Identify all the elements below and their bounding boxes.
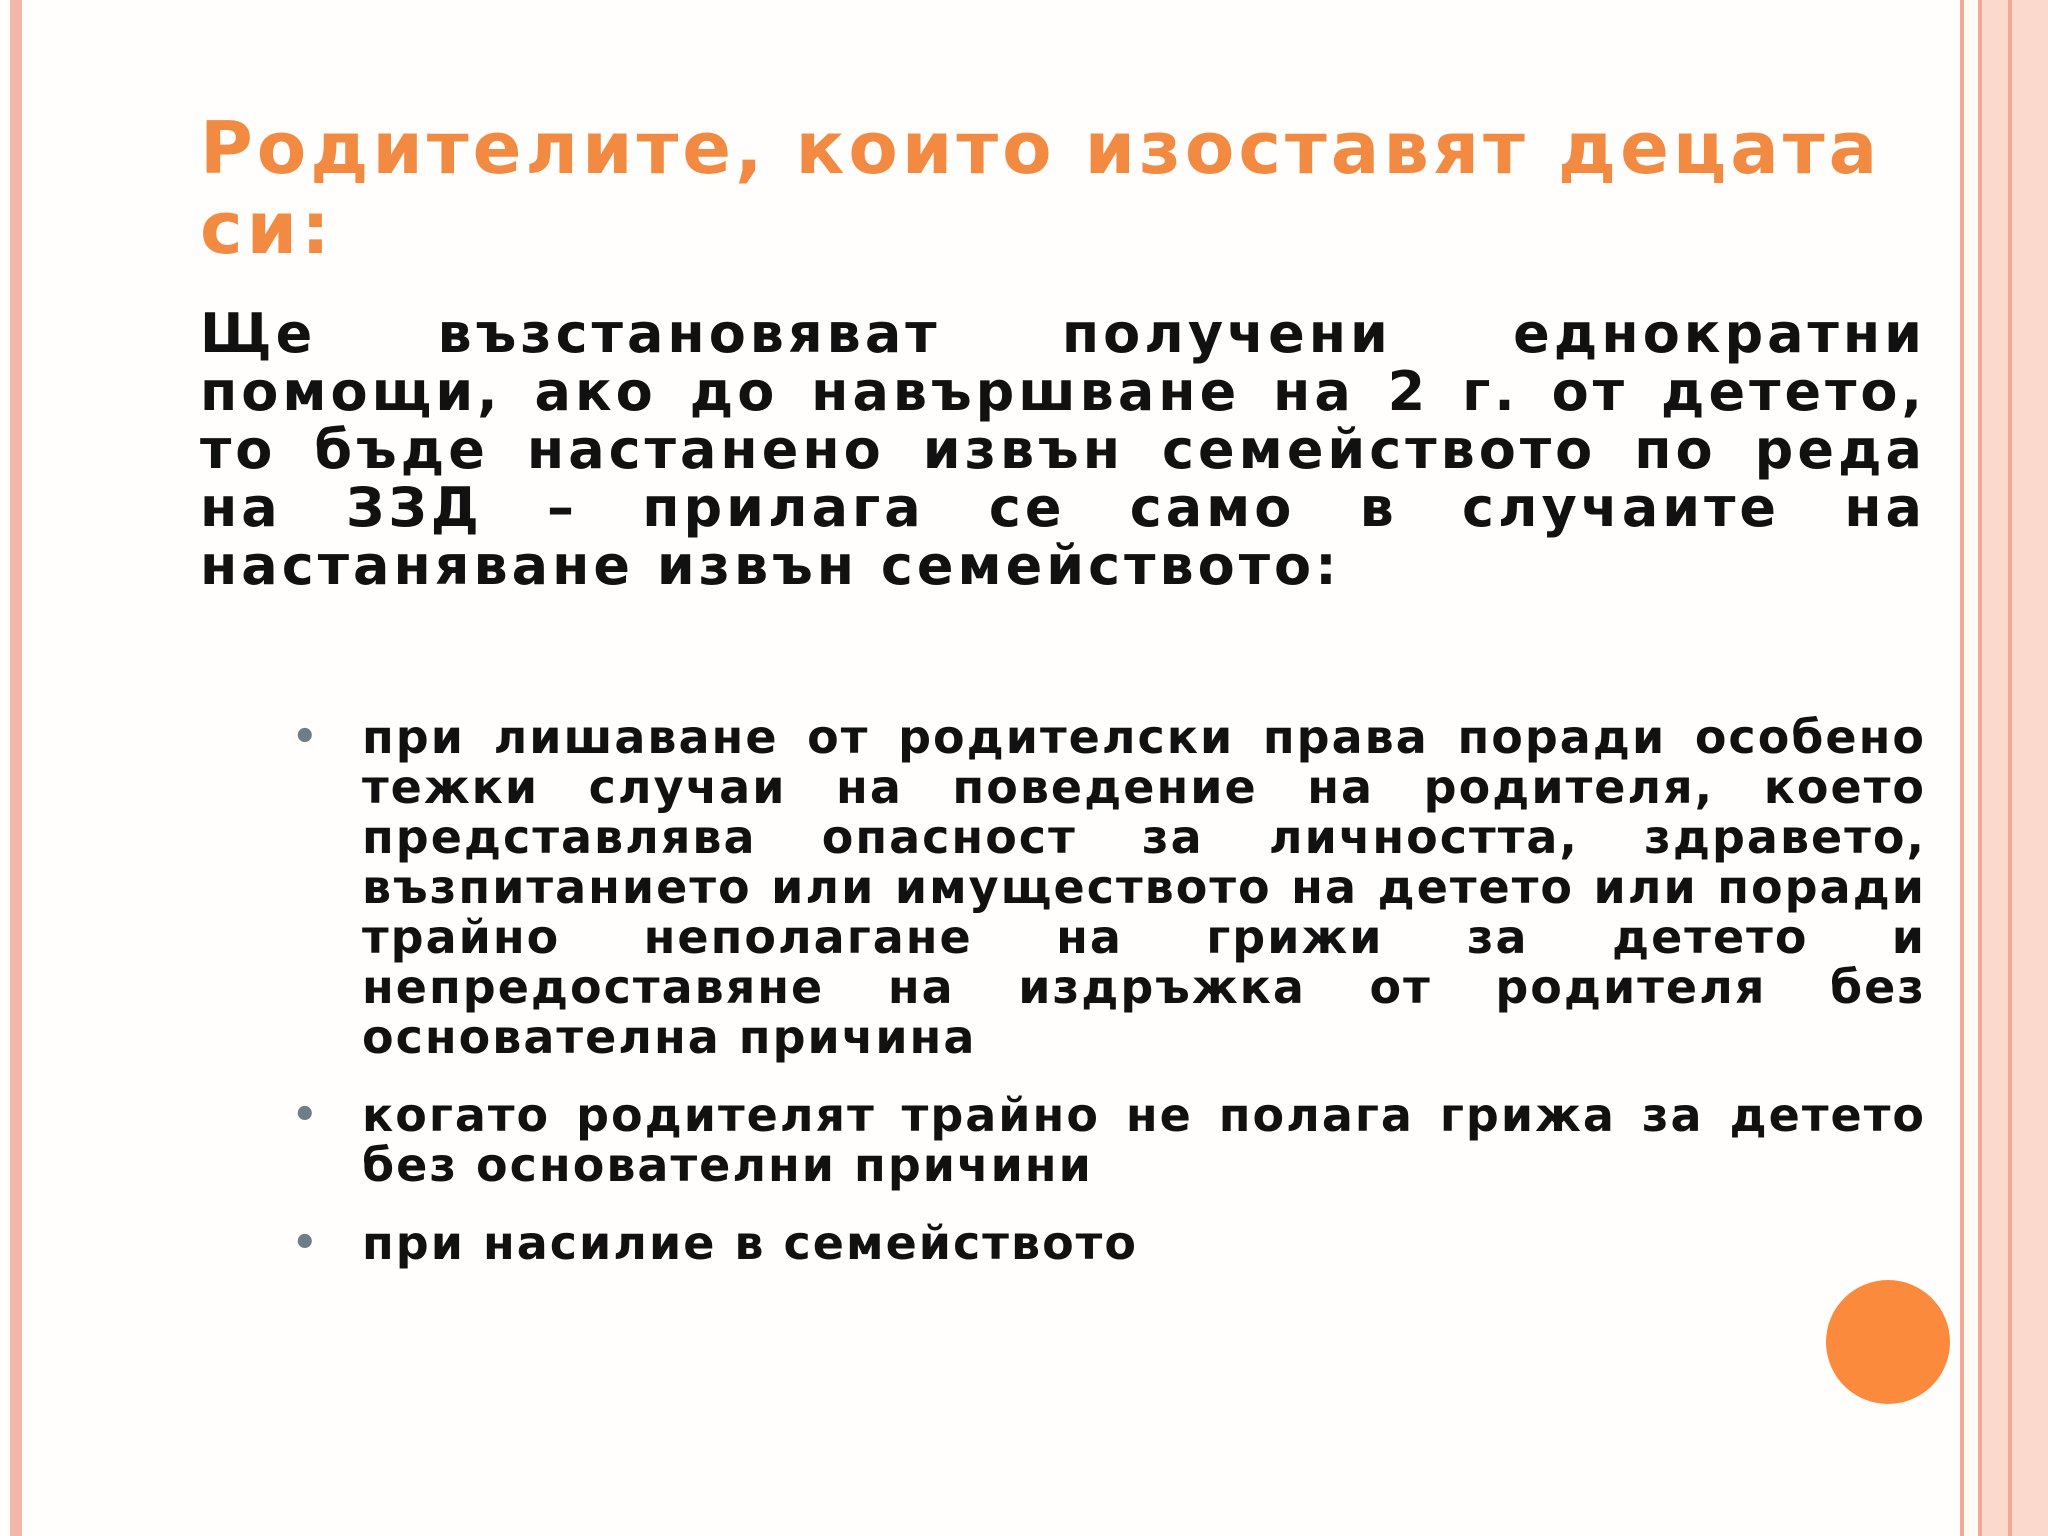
- list-item: [290, 712, 1926, 1062]
- bullet-marker-icon: •: [292, 1092, 320, 1138]
- right-border-line: [2008, 0, 2012, 1536]
- list-item-text: при лишаване от родителски права поради особено тежки случаи на поведение на родителя, което представлява опасност за личността, здравето, възпитанието или имуществото на детето или поради трайно неполагане на грижи за детето и непредоставяне на издръжка от родителя без основателна причина: [362, 710, 1926, 1064]
- list-item-text: когато родителят трайно не полага грижа за детето без основателни причини: [362, 1088, 1926, 1192]
- list-item: [290, 1090, 1926, 1190]
- right-border-gap: [1964, 0, 1978, 1536]
- intro-paragraph: Ще възстановяват получени еднократни помощи, ако до навършване на 2 г. от детето, то бъде настанено извън семейството по реда на ЗЗД – прилага се само в случаите на настаняване извън семейството:: [200, 302, 1926, 597]
- bullet-list: [290, 712, 1926, 1296]
- slide-title: Родителите, които изоставят децата си:: [200, 106, 1882, 270]
- bullet-marker-icon: •: [292, 1220, 320, 1266]
- decorative-circle: [1826, 1280, 1950, 1404]
- list-item-text: при насилие в семейството: [362, 1216, 1138, 1270]
- bullet-marker-icon: •: [292, 714, 320, 760]
- right-border-line: [1978, 0, 1982, 1536]
- list-item: [290, 1218, 1926, 1268]
- left-border-decoration: [10, 0, 22, 1536]
